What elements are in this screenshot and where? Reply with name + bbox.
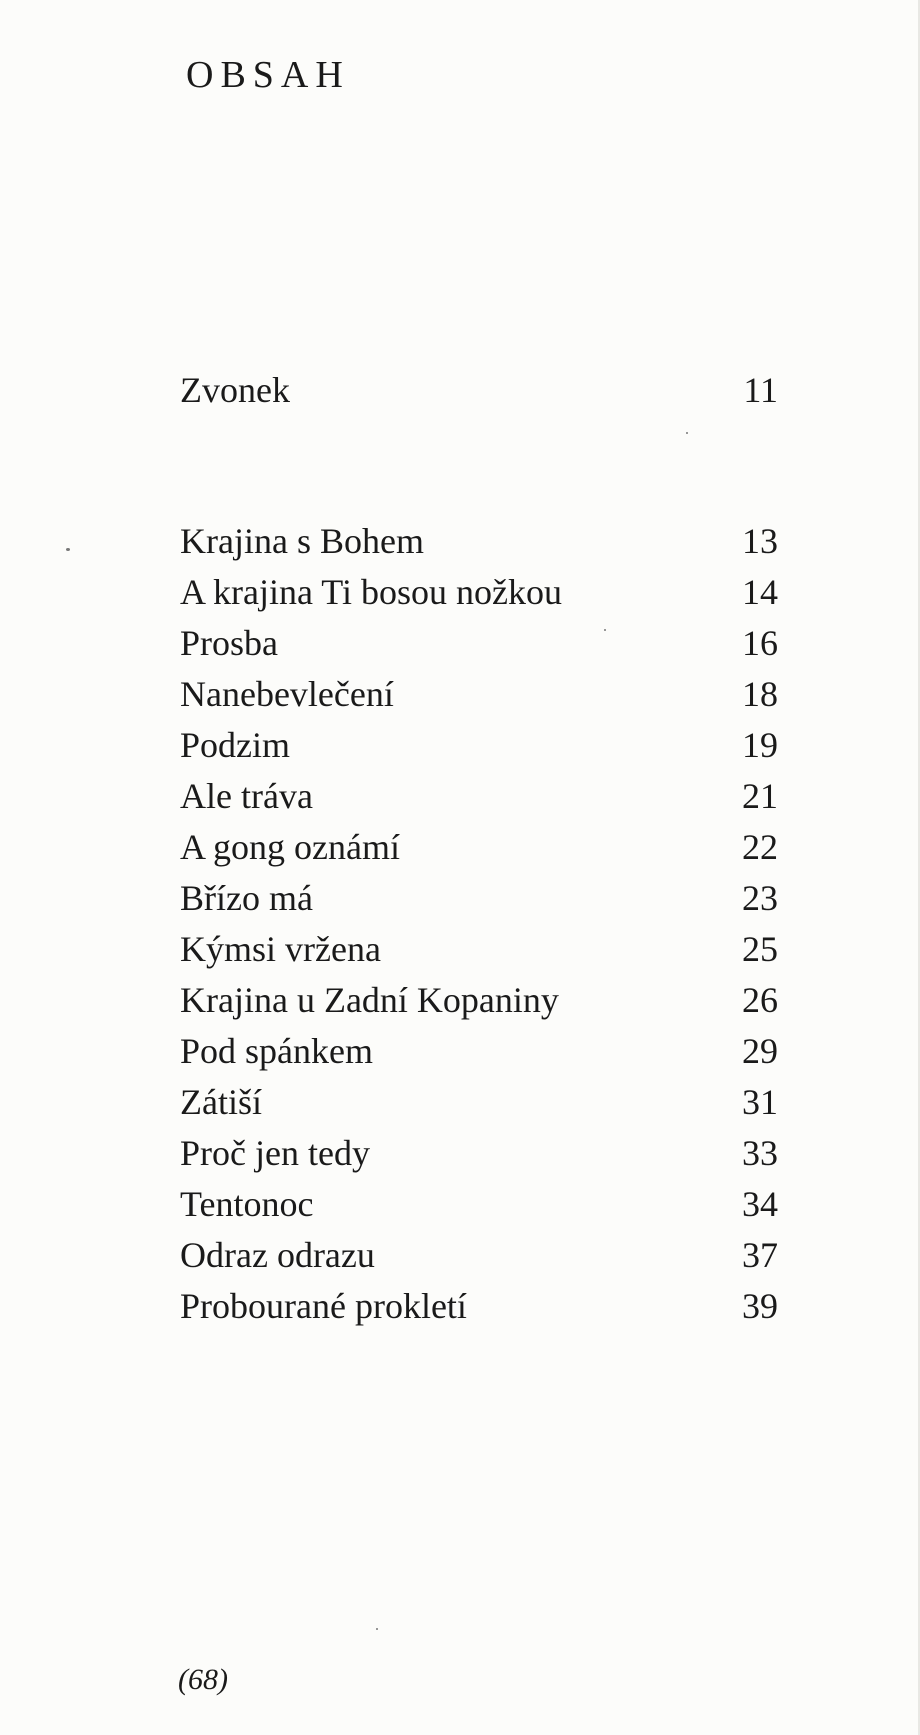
toc-entry-title: Pod spánkem — [180, 1031, 373, 1071]
toc-entry-probourane-prokleti — [0, 1280, 920, 1332]
toc-entry-proc-jen-tedy — [0, 1127, 920, 1179]
toc-entry-title: Prosba — [180, 623, 278, 663]
toc-entry-page-number: 18 — [742, 674, 778, 714]
toc-entry-page-number: 23 — [742, 878, 778, 918]
toc-entry-page-number: 13 — [742, 521, 778, 561]
toc-entry-zvonek — [0, 364, 920, 416]
toc-entry-tentonoc — [0, 1178, 920, 1230]
page-number: (68) — [178, 1663, 228, 1696]
toc-entry-title: Podzim — [180, 725, 291, 765]
paper-speck — [66, 548, 70, 551]
toc-entry-brizo-ma — [0, 872, 920, 924]
toc-entry-title: Tentonoc — [180, 1184, 314, 1224]
toc-entry-kymsi-vrzena — [0, 923, 920, 975]
toc-entry-ale-trava — [0, 770, 920, 822]
toc-entry-page-number: 39 — [742, 1286, 778, 1326]
toc-entry-page-number: 31 — [742, 1082, 778, 1122]
toc-entry-nanebevleceni — [0, 668, 920, 720]
toc-entry-title: Krajina s Bohem — [180, 521, 424, 561]
toc-entry-page-number: 16 — [742, 623, 778, 663]
toc-entry-title: Proč jen tedy — [180, 1133, 370, 1173]
toc-entry-podzim — [0, 719, 920, 771]
toc-entry-zatisi — [0, 1076, 920, 1128]
toc-entry-page-number: 37 — [742, 1235, 778, 1275]
toc-entry-page-number: 29 — [742, 1031, 778, 1071]
toc-entry-krajina-u-zadni-kopaniny — [0, 974, 920, 1026]
toc-entry-page-number: 11 — [743, 370, 778, 410]
toc-entry-a-gong-oznami — [0, 821, 920, 873]
toc-entry-page-number: 22 — [742, 827, 778, 867]
paper-speck — [604, 629, 606, 631]
toc-entry-prosba — [0, 617, 920, 669]
toc-entry-page-number: 14 — [742, 572, 778, 612]
toc-entry-page-number: 21 — [742, 776, 778, 816]
toc-entry-title: Ale tráva — [180, 776, 313, 816]
toc-entry-title: A krajina Ti bosou nožkou — [180, 572, 563, 612]
toc-entry-page-number: 33 — [742, 1133, 778, 1173]
toc-entry-odraz-odrazu — [0, 1229, 920, 1281]
toc-entry-page-number: 19 — [742, 725, 778, 765]
paper-speck — [686, 432, 688, 434]
contents-heading: OBSAH — [186, 54, 350, 96]
toc-entry-title: Zvonek — [180, 370, 290, 410]
toc-entry-a-krajina-ti-bosou-nozkou — [0, 566, 920, 618]
toc-entry-title: Odraz odrazu — [180, 1235, 375, 1275]
toc-entry-title: Břízo má — [180, 878, 313, 918]
toc-entry-title: Nanebevlečení — [180, 674, 394, 714]
toc-entry-page-number: 25 — [742, 929, 778, 969]
toc-entry-title: Zátiší — [180, 1082, 262, 1122]
toc-entry-pod-spankem — [0, 1025, 920, 1077]
toc-entry-krajina-s-bohem — [0, 515, 920, 567]
toc-entry-title: Kýmsi vržena — [180, 929, 381, 969]
toc-entry-page-number: 26 — [742, 980, 778, 1020]
paper-speck — [376, 1628, 378, 1630]
toc-entry-title: A gong oznámí — [180, 827, 400, 867]
toc-entry-title: Probourané prokletí — [180, 1286, 467, 1326]
toc-entry-title: Krajina u Zadní Kopaniny — [180, 980, 559, 1020]
toc-entry-page-number: 34 — [742, 1184, 778, 1224]
